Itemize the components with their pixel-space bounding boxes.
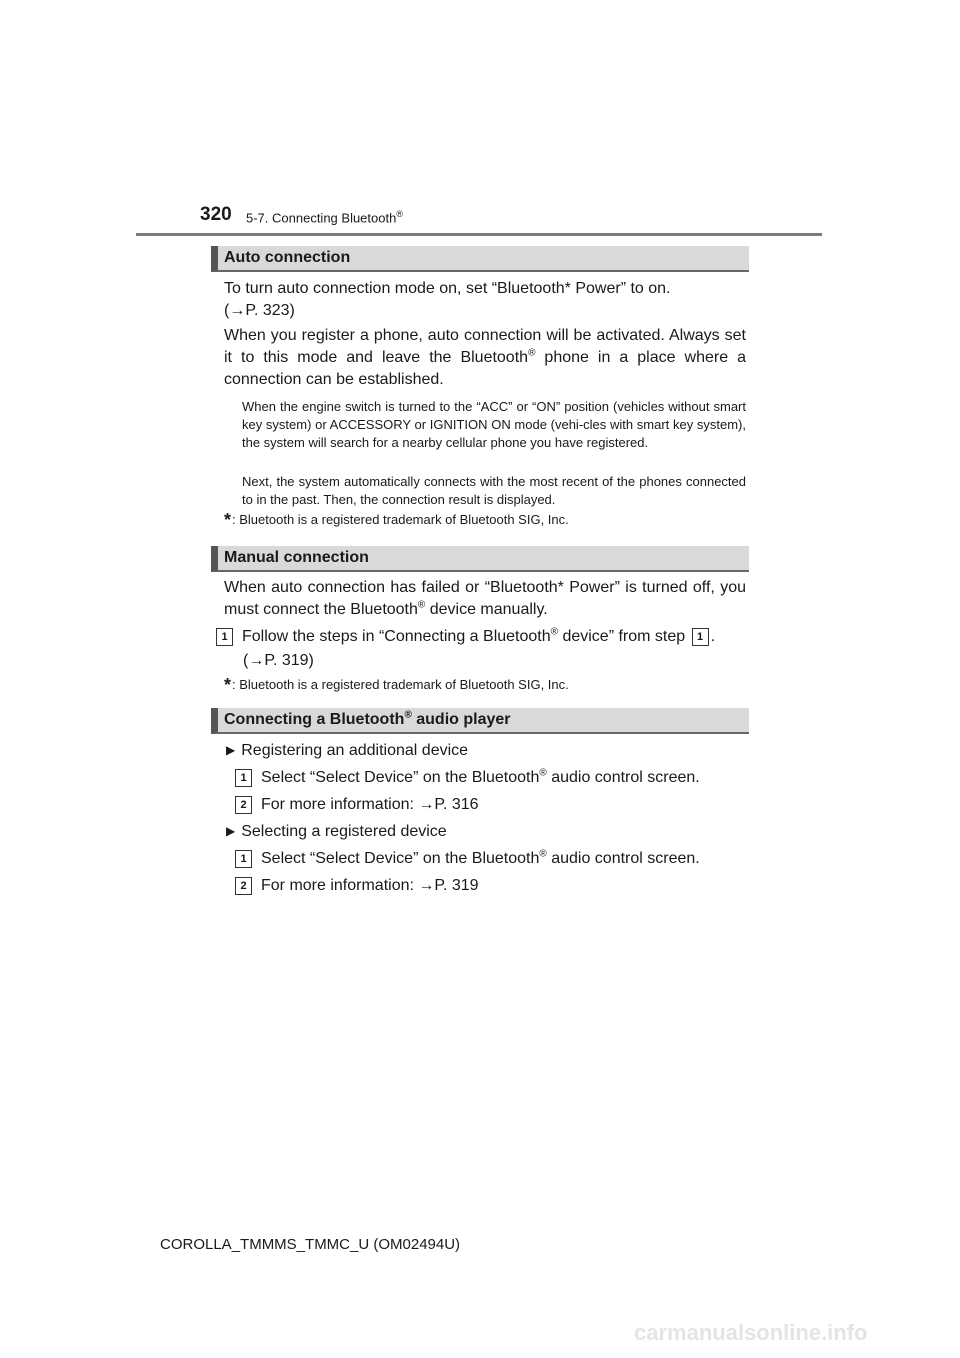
footnote-mark: * — [224, 510, 232, 530]
bullet-registering-text: Registering an additional device — [241, 742, 469, 759]
step-number-box: 1 — [235, 850, 252, 868]
selecting-step-1 — [235, 848, 700, 870]
auto-para-2-a: When you register a phone, auto connection will be activated. Always set it to this mode and leave the Bluetooth — [224, 327, 746, 366]
section-title-text: 5-7. Connecting Bluetooth — [246, 210, 397, 226]
registered-mark: ® — [528, 347, 536, 359]
page-number: 320 — [200, 204, 232, 225]
watermark: carmanualsonline.info — [634, 1320, 868, 1345]
footer-document-id: COROLLA_TMMMS_TMMC_U (OM02494U) — [160, 1236, 461, 1253]
bullet-arrow-icon: ▶ — [226, 743, 236, 757]
auto-para-1-text: To turn auto connection mode on, set “Bluetooth* Power” to on. — [224, 280, 671, 297]
audio-heading-a: Connecting a Bluetooth — [224, 711, 405, 728]
step-number-box: 2 — [235, 877, 252, 895]
manual-step-1-a: Follow the steps in “Connecting a Bluetooth — [242, 628, 551, 645]
registered-mark: ® — [417, 599, 426, 611]
registered-mark: ® — [539, 848, 547, 860]
heading-manual-connection: Manual connection — [211, 546, 749, 572]
registered-mark: ® — [404, 709, 412, 721]
auto-small-1: When the engine switch is turned to the “ACC” or “ON” position (vehicles without smart key system) or ACCESSORY or IGNITION ON mode (vehi-cles with smart key system), the system will search for a nearby cellular phone you have registered. — [242, 399, 746, 450]
manual-step-1-ref: (→P. 319) — [243, 652, 314, 669]
header-rule — [136, 233, 822, 236]
manual-footnote-text: : Bluetooth is a registered trademark of Bluetooth SIG, Inc. — [232, 677, 569, 692]
manual-para-1-b: device manually. — [425, 601, 548, 618]
auto-footnote — [224, 510, 569, 531]
section-title — [246, 209, 403, 225]
registering-step-2-text: For more information: →P. 316 — [261, 796, 479, 813]
registered-mark: ® — [396, 209, 403, 219]
auto-footnote-text: : Bluetooth is a registered trademark of Bluetooth SIG, Inc. — [232, 512, 569, 527]
step-number-box: 1 — [216, 628, 233, 646]
registering-step-1-a: Select “Select Device” on the Bluetooth — [261, 769, 540, 786]
step-number-box: 1 — [235, 769, 252, 787]
heading-audio-player — [211, 708, 749, 734]
auto-para-1 — [224, 278, 746, 322]
manual-step-1-end: . — [710, 628, 716, 645]
registering-step-1-b: audio control screen. — [546, 769, 700, 786]
selecting-step-1-b: audio control screen. — [546, 850, 700, 867]
auto-para-1-ref: (→P. 323) — [224, 302, 295, 319]
auto-para-2-b: phone in a place where a connection can be established. — [224, 349, 746, 388]
bullet-arrow-icon: ▶ — [226, 824, 236, 838]
selecting-step-1-a: Select “Select Device” on the Bluetooth — [261, 850, 540, 867]
auto-para-2 — [224, 325, 746, 391]
selecting-step-2-text: For more information: →P. 319 — [261, 877, 479, 894]
step-number-box: 2 — [235, 796, 252, 814]
bullet-selecting — [226, 820, 447, 843]
heading-auto-connection: Auto connection — [211, 246, 749, 272]
manual-footnote — [224, 675, 569, 696]
step-ref-box: 1 — [692, 628, 709, 646]
manual-para-1 — [224, 577, 746, 621]
manual-para-1-a: When auto connection has failed or “Bluetooth* Power” is turned off, you must connect the Bluetooth — [224, 579, 746, 618]
audio-heading-b: audio player — [411, 711, 511, 728]
registering-step-1 — [235, 767, 700, 789]
registered-mark: ® — [550, 626, 558, 638]
registering-step-2 — [235, 794, 479, 816]
manual-step-1 — [216, 626, 748, 648]
auto-small-2: Next, the system automatically connects with the most recent of the phones connected to in the past. Then, the connection result is displayed. — [242, 474, 746, 507]
bullet-selecting-text: Selecting a registered device — [241, 823, 447, 840]
registered-mark: ® — [539, 767, 547, 779]
manual-step-1-b: device” from step — [558, 628, 690, 645]
footnote-mark: * — [224, 675, 232, 695]
bullet-registering — [226, 739, 468, 762]
selecting-step-2 — [235, 875, 479, 897]
